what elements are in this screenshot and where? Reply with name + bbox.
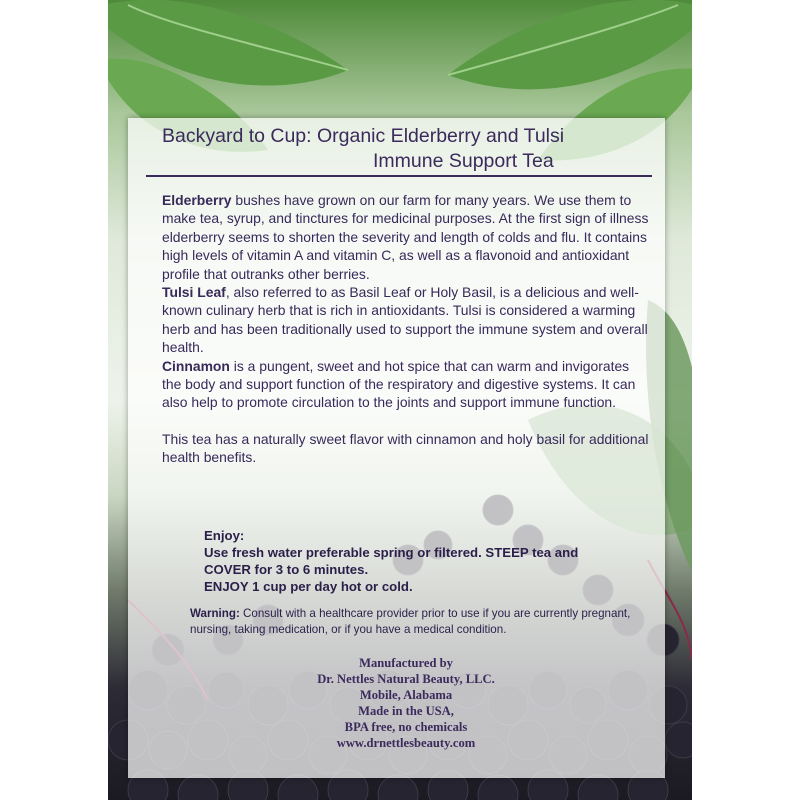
cinnamon-text: is a pungent, sweet and hot spice that can warm and invigorates the body and support function of the respiratory and digestive systems. It can also help to promote circulation to the joints and support immune function. xyxy=(162,357,636,411)
warning-text: Consult with a healthcare provider prior to use if you are currently pregnant, nursing, taking medication, or if you have a medical condition. xyxy=(190,607,631,636)
elderberry-lead: Elderberry xyxy=(162,192,232,208)
manufacturer-website: www.drnettlesbeauty.com xyxy=(336,736,476,750)
manufacturer-line-3: Mobile, Alabama xyxy=(359,688,453,702)
cinnamon-lead: Cinnamon xyxy=(162,357,230,374)
manufacturer-line-4: Made in the USA, xyxy=(358,704,454,718)
flavor-note: This tea has a naturally sweet flavor with cinnamon and holy basil for additional health benefits. xyxy=(162,430,649,466)
description-body xyxy=(162,191,652,467)
title-line-2: Immune Support Tea xyxy=(373,150,554,172)
manufacturer-info xyxy=(266,655,546,751)
enjoy-heading: Enjoy: xyxy=(204,528,245,543)
manufacturer-line-5: BPA free, no chemicals xyxy=(344,720,468,734)
product-title xyxy=(162,124,642,174)
tulsi-text: , also referred to as Basil Leaf or Holy Basil, is a delicious and well-known culinary herb that is rich in antioxidants. Tulsi is considered a warming herb and has been traditionally used to support the immune system and overall health. xyxy=(162,284,648,356)
title-divider xyxy=(146,175,652,177)
enjoy-instructions xyxy=(204,527,644,595)
elderberry-text: bushes have grown on our farm for many years. We use them to make tea, syrup, and tinctures for medicinal purposes. At the first sign of illness elderberry seems to shorten the severity and length of colds and flu. It contains high levels of vitamin A and vitamin C, as well as a flavonoid and antioxidant profile that outranks other berries. xyxy=(162,192,649,282)
enjoy-line-1: Use fresh water preferable spring or filtered. STEEP tea and xyxy=(204,545,579,560)
elderberry-paragraph xyxy=(162,191,652,283)
warning-label: Warning: xyxy=(190,607,240,620)
warning-notice xyxy=(190,606,650,637)
tulsi-paragraph xyxy=(162,283,652,357)
tulsi-lead: Tulsi Leaf xyxy=(162,284,226,301)
title-line-1: Backyard to Cup: Organic Elderberry and Tulsi xyxy=(162,125,565,147)
enjoy-line-3: ENJOY 1 cup per day hot or cold. xyxy=(204,579,413,594)
cinnamon-paragraph xyxy=(162,357,652,412)
enjoy-line-2: COVER for 3 to 6 minutes. xyxy=(204,562,369,577)
manufacturer-line-2: Dr. Nettles Natural Beauty, LLC. xyxy=(317,672,495,686)
manufacturer-line-1: Manufactured by xyxy=(359,656,453,670)
